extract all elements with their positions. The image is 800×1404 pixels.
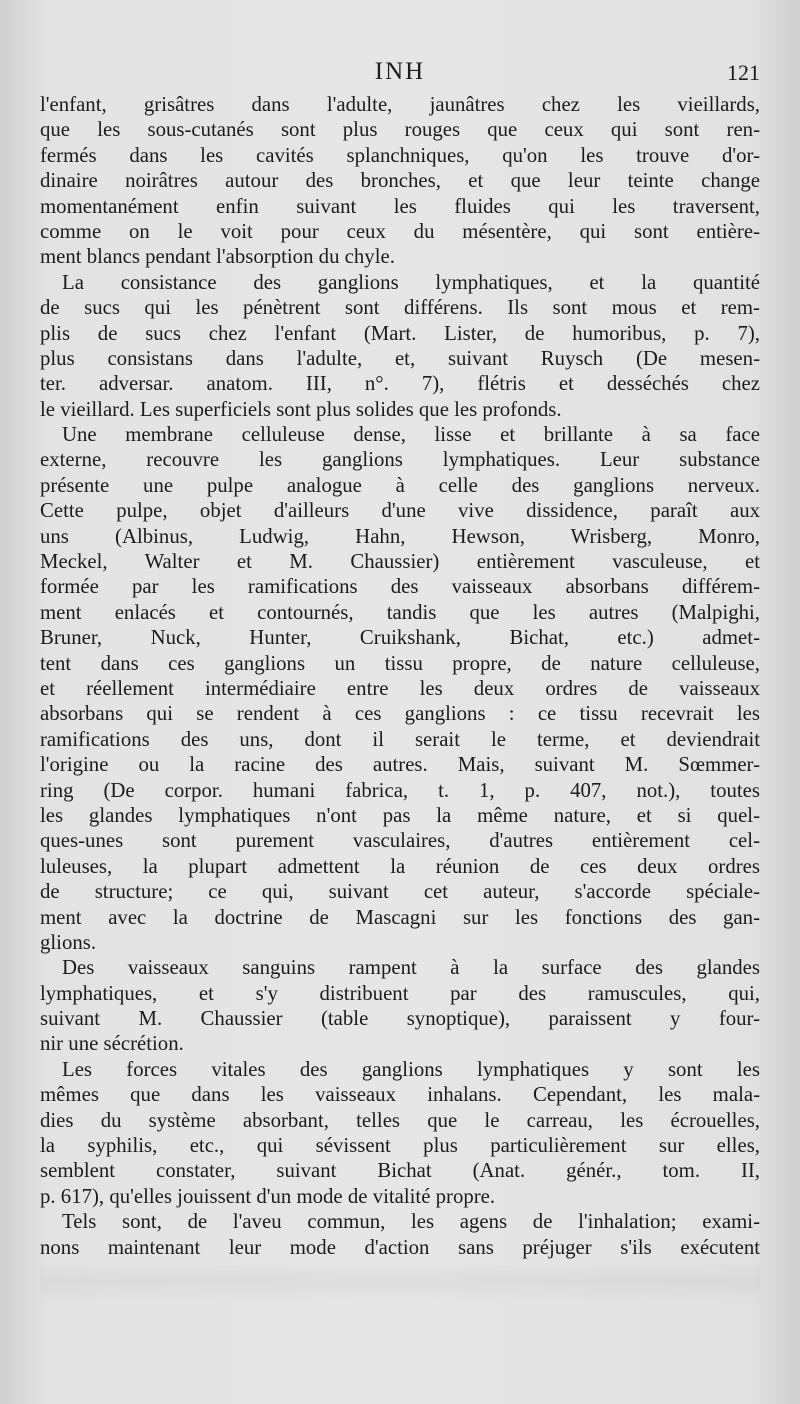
text-line: Une membrane celluleuse dense, lisse et brillante à sa face — [62, 423, 760, 447]
text-line: p. 617), qu'elles jouissent d'un mode de vitalité propre. — [40, 1184, 496, 1208]
text-line: Les forces vitales des ganglions lymphatiques y sont les — [62, 1057, 760, 1081]
text-line: et réellement intermédiaire entre les deux ordres de vaisseaux — [40, 676, 760, 700]
text-line: mêmes que dans les vaisseaux inhalans. Cependant, les mala- — [40, 1083, 760, 1107]
running-head-title: INH — [374, 58, 426, 85]
text-line: les glandes lymphatiques n'ont pas la même nature, et si quel- — [40, 803, 760, 827]
text-line: nons maintenant leur mode d'action sans préjuger s'ils exécutent — [40, 1235, 760, 1259]
running-head — [40, 58, 760, 92]
text-line: luleuses, la plupart admettent la réunion de ces deux ordres — [40, 854, 760, 878]
text-line: dies du système absorbant, telles que le carreau, les écrouelles, — [40, 1108, 760, 1132]
text-line: dinaire noirâtres autour des bronches, et que leur teinte change — [40, 169, 760, 193]
text-line: plus consistans dans l'adulte, et, suivant Ruysch (De mesen- — [40, 346, 760, 370]
text-line: externe, recouvre les ganglions lymphatiques. Leur substance — [40, 448, 760, 472]
text-line: absorbans qui se rendent à ces ganglions : ce tissu recevrait les — [40, 702, 760, 726]
text-line: présente une pulpe analogue à celle des ganglions nerveux. — [40, 473, 760, 497]
bleed-through-shadow — [40, 1262, 760, 1302]
text-line: formée par les ramifications des vaisseaux absorbans différem- — [40, 575, 760, 599]
text-line: nir une sécrétion. — [40, 1032, 184, 1056]
text-line: momentanément enfin suivant les fluides qui les traversent, — [40, 194, 760, 218]
text-line: Tels sont, de l'aveu commun, les agens de l'inhalation; exami- — [62, 1210, 760, 1234]
text-line: la syphilis, etc., qui sévissent plus particulièrement sur elles, — [40, 1134, 760, 1158]
text-line: glions. — [40, 930, 97, 954]
text-line: Cette pulpe, objet d'ailleurs d'une vive dissidence, paraît aux — [40, 499, 760, 523]
text-line: l'enfant, grisâtres dans l'adulte, jaunâtres chez les vieillards, — [40, 93, 760, 116]
text-line: semblent constater, suivant Bichat (Anat. génér., tom. II, — [40, 1159, 760, 1183]
text-line: suivant M. Chaussier (table synoptique), paraissent y four- — [40, 1007, 760, 1031]
text-line: ter. adversar. anatom. III, n°. 7), flétris et desséchés chez — [40, 372, 760, 396]
text-line: La consistance des ganglions lymphatiques, et la quantité — [62, 270, 760, 294]
text-line: uns (Albinus, Ludwig, Hahn, Hewson, Wrisberg, Monro, — [40, 524, 760, 548]
page-number: 121 — [727, 60, 760, 85]
text-line: ment enlacés et contournés, tandis que les autres (Malpighi, — [40, 600, 760, 624]
body-text — [40, 92, 760, 1260]
text-line: plis de sucs chez l'enfant (Mart. Lister, de humoribus, p. 7), — [40, 321, 760, 345]
text-line: Bruner, Nuck, Hunter, Cruikshank, Bichat, etc.) admet- — [40, 626, 760, 650]
text-line: ring (De corpor. humani fabrica, t. 1, p. 407, not.), toutes — [40, 778, 760, 802]
text-line: ment blancs pendant l'absorption du chyle. — [40, 245, 395, 269]
text-line: tent dans ces ganglions un tissu propre, de nature celluleuse, — [40, 651, 760, 675]
text-line: l'origine ou la racine des autres. Mais, suivant M. Sœmmer- — [40, 753, 760, 777]
text-line: que les sous-cutanés sont plus rouges que ceux qui sont ren- — [40, 118, 760, 142]
text-line: de structure; ce qui, suivant cet auteur, s'accorde spéciale- — [40, 880, 760, 904]
text-line: lymphatiques, et s'y distribuent par des ramuscules, qui, — [40, 981, 760, 1005]
text-line: ment avec la doctrine de Mascagni sur les fonctions des gan- — [40, 905, 760, 929]
text-line: comme on le voit pour ceux du mésentère, qui sont entière- — [40, 219, 760, 243]
text-line: fermés dans les cavités splanchniques, qu'on les trouve d'or- — [40, 143, 760, 167]
text-line: le vieillard. Les superficiels sont plus solides que les profonds. — [40, 397, 562, 421]
text-line: Des vaisseaux sanguins rampent à la surface des glandes — [62, 956, 760, 980]
text-line: ques-unes sont purement vasculaires, d'autres entièrement cel- — [40, 829, 760, 853]
text-line: Meckel, Walter et M. Chaussier) entièrement vasculeuse, et — [40, 550, 760, 574]
text-line: ramifications des uns, dont il serait le terme, et deviendrait — [40, 727, 760, 751]
text-line: de sucs qui les pénètrent sont différens. Ils sont mous et rem- — [40, 296, 760, 320]
